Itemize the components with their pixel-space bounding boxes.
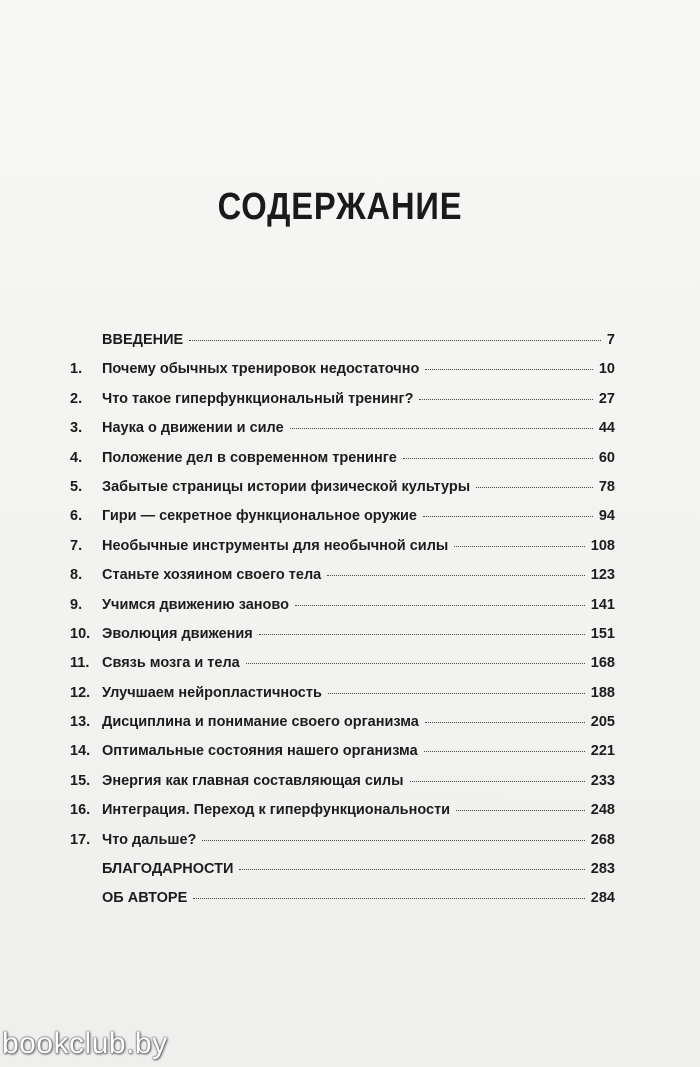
toc-entry-title: Что такое гиперфункциональный тренинг? bbox=[102, 390, 414, 407]
toc-entry bbox=[70, 651, 615, 680]
toc-leader-dots bbox=[419, 399, 592, 400]
toc-leader-dots bbox=[425, 722, 585, 723]
toc-entry bbox=[70, 622, 615, 651]
toc-entry bbox=[70, 475, 615, 504]
toc-entry-page: 123 bbox=[590, 567, 615, 584]
toc-leader-dots bbox=[423, 516, 593, 517]
toc-leader-dots bbox=[456, 810, 585, 811]
toc-entry-page: 283 bbox=[590, 861, 615, 878]
toc-entry-title: Гири — секретное функциональное оружие bbox=[102, 508, 417, 525]
toc-leader-dots bbox=[410, 781, 585, 782]
toc-entry-title: Наука о движении и силе bbox=[102, 420, 284, 437]
toc-entry-page: 44 bbox=[598, 420, 615, 437]
toc-entry-title: Дисциплина и понимание своего организма bbox=[102, 714, 419, 731]
toc-entry-title: Почему обычных тренировок недостаточно bbox=[102, 361, 420, 378]
toc-entry-line bbox=[102, 773, 615, 789]
toc-entry-line bbox=[102, 685, 615, 701]
toc-entry-line bbox=[102, 861, 615, 877]
toc-entry-line bbox=[102, 655, 615, 671]
toc-entry-title: Что дальше? bbox=[102, 831, 197, 848]
toc-entry-number: 11. bbox=[70, 655, 90, 672]
toc-entry-page: 168 bbox=[590, 655, 615, 672]
toc-entry-number: 15. bbox=[70, 772, 91, 789]
toc-entry-page: 94 bbox=[598, 508, 615, 525]
toc-entry bbox=[70, 387, 615, 416]
toc-entry bbox=[70, 710, 615, 739]
toc-leader-dots bbox=[295, 605, 585, 606]
toc-entry-line bbox=[102, 538, 615, 554]
toc-entry-title: Энергия как главная составляющая силы bbox=[102, 772, 404, 789]
toc-entry-number: 5. bbox=[70, 478, 83, 495]
toc-entry bbox=[70, 593, 615, 622]
toc-entry-title: Оптимальные состояния нашего организма bbox=[102, 743, 418, 760]
toc-entry-page: 78 bbox=[598, 478, 615, 495]
toc-entry-line bbox=[102, 332, 615, 348]
toc-entry-page: 151 bbox=[590, 625, 615, 642]
toc-entry-number: 6. bbox=[70, 508, 83, 525]
toc-entry-title: ОБ АВТОРЕ bbox=[102, 890, 188, 907]
toc-entry-number: 7. bbox=[70, 537, 83, 554]
toc-entry-line bbox=[102, 626, 615, 642]
toc-entry-number: 17. bbox=[70, 831, 91, 848]
toc-entry-number: 12. bbox=[70, 684, 91, 701]
toc-leader-dots bbox=[259, 634, 585, 635]
toc-entry-page: 60 bbox=[598, 449, 615, 466]
toc-entry-line bbox=[102, 508, 615, 524]
toc-entry-line bbox=[102, 802, 615, 818]
toc-entry-page: 141 bbox=[590, 596, 615, 613]
toc-entry bbox=[70, 563, 615, 592]
toc-entry bbox=[70, 798, 615, 827]
toc-leader-dots bbox=[424, 751, 585, 752]
toc-leader-dots bbox=[290, 428, 593, 429]
toc-entry-title: ВВЕДЕНИЕ bbox=[102, 332, 184, 348]
toc-entry-line bbox=[102, 391, 615, 407]
toc-entry-number: 3. bbox=[70, 420, 83, 437]
toc-leader-dots bbox=[202, 840, 584, 841]
toc-entry-line bbox=[102, 597, 615, 613]
toc-entry-line bbox=[102, 361, 615, 377]
toc-entry bbox=[70, 886, 615, 915]
toc-entry-title: Необычные инструменты для необычной силы bbox=[102, 537, 449, 554]
toc-entry bbox=[70, 681, 615, 710]
toc-leader-dots bbox=[193, 898, 585, 899]
toc-entry-page: 268 bbox=[590, 831, 615, 848]
toc-entry bbox=[70, 769, 615, 798]
toc-entry bbox=[70, 446, 615, 475]
toc-entry-page: 188 bbox=[590, 684, 615, 701]
toc-entry bbox=[70, 739, 615, 768]
table-of-contents bbox=[70, 328, 615, 916]
toc-leader-dots bbox=[476, 487, 593, 488]
toc-leader-dots bbox=[327, 575, 585, 576]
toc-entry-number: 4. bbox=[70, 449, 83, 466]
toc-entry bbox=[70, 828, 615, 857]
toc-entry bbox=[70, 504, 615, 533]
toc-entry bbox=[70, 328, 615, 357]
toc-entry-page: 233 bbox=[590, 772, 615, 789]
toc-leader-dots bbox=[239, 869, 584, 870]
toc-entry-title: Положение дел в современном тренинге bbox=[102, 449, 397, 466]
toc-entry-number: 1. bbox=[70, 361, 83, 378]
toc-leader-dots bbox=[328, 693, 585, 694]
toc-entry-line bbox=[102, 890, 615, 906]
toc-entry-page: 284 bbox=[590, 890, 615, 907]
toc-entry-number: 2. bbox=[70, 390, 83, 407]
toc-entry-line bbox=[102, 567, 615, 583]
toc-entry-number: 13. bbox=[70, 714, 91, 731]
toc-leader-dots bbox=[454, 546, 585, 547]
toc-entry-line bbox=[102, 450, 615, 466]
toc-leader-dots bbox=[246, 663, 585, 664]
toc-entry bbox=[70, 857, 615, 886]
toc-entry-line bbox=[102, 420, 615, 436]
toc-entry-number: 14. bbox=[70, 743, 91, 760]
toc-entry-title: Учимся движению заново bbox=[102, 596, 289, 613]
toc-leader-dots bbox=[403, 458, 593, 459]
toc-entry-number: 10. bbox=[70, 625, 91, 642]
toc-entry-page: 221 bbox=[590, 743, 615, 760]
page-title: СОДЕРЖАНИЕ bbox=[217, 186, 463, 228]
toc-entry-line bbox=[102, 714, 615, 730]
toc-entry-title: Забытые страницы истории физической культуры bbox=[102, 478, 471, 495]
toc-entry-title: Эволюция движения bbox=[102, 625, 253, 642]
watermark: bookclub.by bbox=[2, 1027, 168, 1060]
toc-entry-page: 248 bbox=[590, 802, 615, 819]
toc-entry-title: БЛАГОДАРНОСТИ bbox=[102, 861, 234, 878]
toc-entry bbox=[70, 534, 615, 563]
toc-entry-page: 7 bbox=[606, 332, 615, 348]
toc-entry bbox=[70, 357, 615, 386]
toc-entry-page: 205 bbox=[590, 714, 615, 731]
toc-entry-title: Связь мозга и тела bbox=[102, 655, 240, 672]
toc-entry-page: 108 bbox=[590, 537, 615, 554]
toc-entry-line bbox=[102, 832, 615, 848]
toc-entry-number: 9. bbox=[70, 596, 83, 613]
toc-leader-dots bbox=[425, 369, 593, 370]
toc-entry-line bbox=[102, 743, 615, 759]
toc-entry-number: 8. bbox=[70, 567, 83, 584]
toc-entry-page: 27 bbox=[598, 390, 615, 407]
toc-entry-title: Улучшаем нейропластичность bbox=[102, 684, 322, 701]
toc-entry-number: 16. bbox=[70, 802, 91, 819]
toc-entry-title: Станьте хозяином своего тела bbox=[102, 567, 322, 584]
toc-entry-title: Интеграция. Переход к гиперфункциональности bbox=[102, 802, 451, 819]
toc-entry bbox=[70, 416, 615, 445]
toc-leader-dots bbox=[189, 340, 601, 341]
toc-entry-line bbox=[102, 479, 615, 495]
toc-entry-page: 10 bbox=[598, 361, 615, 378]
